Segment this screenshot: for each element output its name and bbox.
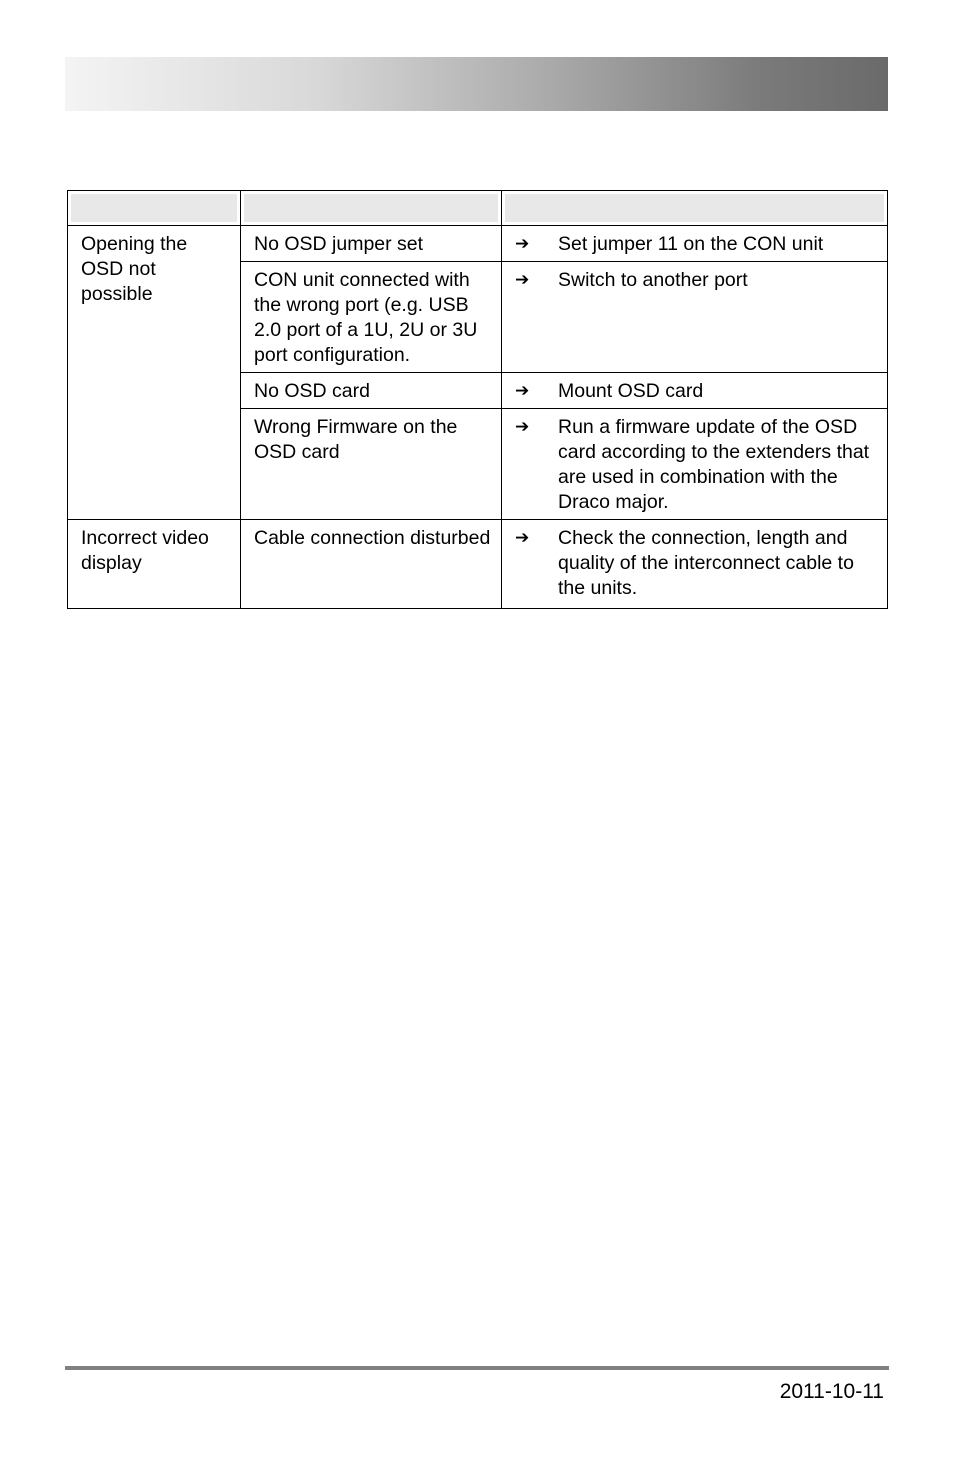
solution-cell (502, 373, 888, 409)
problem-cell: Opening the OSD not possible (68, 226, 241, 520)
solution-cell (502, 409, 888, 520)
table-header-row (68, 191, 888, 226)
problem-cell: Incorrect video display (68, 520, 241, 609)
solution-text: Mount OSD card (558, 380, 704, 402)
right-arrow-icon: ➔ (515, 381, 530, 401)
solution-text: Check the connection, length and quality of the interconnect cable to the units. (558, 527, 854, 599)
header-cell-solution (502, 191, 888, 226)
troubleshooting-table (67, 190, 888, 609)
cause-cell: No OSD jumper set (241, 226, 502, 262)
table-row (68, 226, 888, 262)
header-band (65, 57, 888, 111)
header-cell-problem (68, 191, 241, 226)
solution-text: Run a firmware update of the OSD card according to the extenders that are used in combination with the Draco major. (558, 416, 870, 513)
solution-cell (502, 226, 888, 262)
right-arrow-icon: ➔ (515, 270, 530, 290)
cause-cell: Wrong Firmware on the OSD card (241, 409, 502, 520)
cause-cell: No OSD card (241, 373, 502, 409)
solution-cell (502, 262, 888, 373)
table-row (68, 520, 888, 609)
solution-cell (502, 520, 888, 609)
cause-cell: Cable connection disturbed (241, 520, 502, 609)
footer-date: 2011-10-11 (779, 1380, 884, 1403)
cause-cell: CON unit connected with the wrong port (e.g. USB 2.0 port of a 1U, 2U or 3U port configuration. (241, 262, 502, 373)
header-cell-cause (241, 191, 502, 226)
solution-text: Switch to another port (558, 269, 748, 291)
right-arrow-icon: ➔ (515, 528, 530, 548)
solution-text: Set jumper 11 on the CON unit (558, 233, 824, 255)
right-arrow-icon: ➔ (515, 417, 530, 437)
right-arrow-icon: ➔ (515, 234, 530, 254)
footer-divider (65, 1366, 889, 1370)
